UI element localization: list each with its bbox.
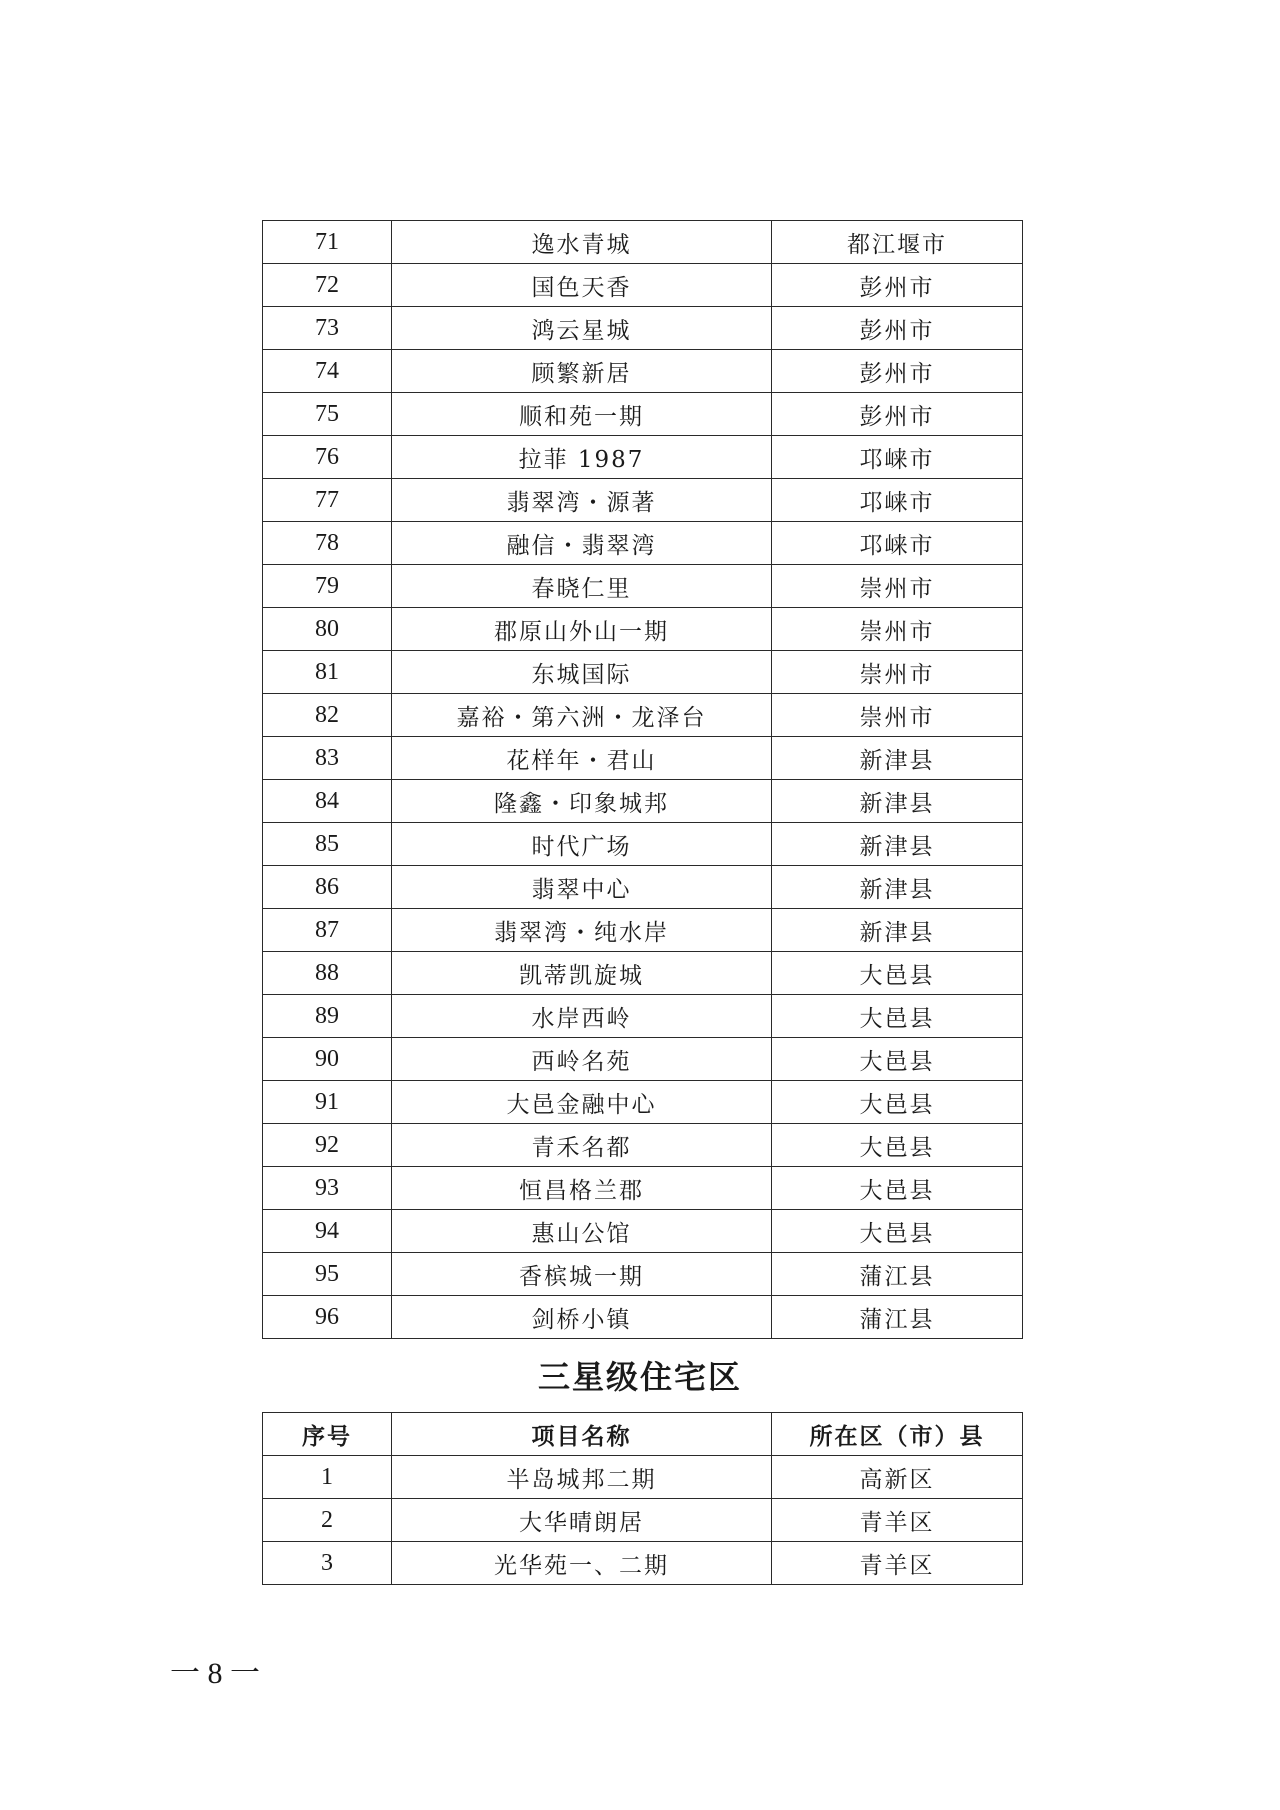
- three-star-residential-table: [262, 1412, 1023, 1585]
- cell-project-name: 翡翠湾・纯水岸: [392, 909, 772, 952]
- cell-index: 81: [263, 651, 392, 694]
- cell-district: 大邑县: [772, 1124, 1023, 1167]
- cell-district: 邛崃市: [772, 436, 1023, 479]
- cell-project-name: 鸿云星城: [392, 307, 772, 350]
- table-row: [263, 780, 1023, 823]
- table-row: [263, 1456, 1023, 1499]
- cell-district: 高新区: [772, 1456, 1023, 1499]
- cell-index: 80: [263, 608, 392, 651]
- table-row: [263, 1296, 1023, 1339]
- cell-district: 都江堰市: [772, 221, 1023, 264]
- cell-index: 72: [263, 264, 392, 307]
- cell-project-name: 翡翠湾・源著: [392, 479, 772, 522]
- table-row: [263, 651, 1023, 694]
- cell-project-name: 花样年・君山: [392, 737, 772, 780]
- table-row: [263, 866, 1023, 909]
- header-project-name: 项目名称: [392, 1413, 772, 1456]
- cell-project-name: 光华苑一、二期: [392, 1542, 772, 1585]
- table-row: [263, 1253, 1023, 1296]
- cell-project-name: 香槟城一期: [392, 1253, 772, 1296]
- cell-project-name: 青禾名都: [392, 1124, 772, 1167]
- cell-project-name: 顺和苑一期: [392, 393, 772, 436]
- table-row: [263, 565, 1023, 608]
- cell-district: 崇州市: [772, 565, 1023, 608]
- cell-district: 大邑县: [772, 995, 1023, 1038]
- cell-district: 大邑县: [772, 1167, 1023, 1210]
- cell-district: 崇州市: [772, 651, 1023, 694]
- cell-index: 79: [263, 565, 392, 608]
- cell-project-name: 国色天香: [392, 264, 772, 307]
- table-row: [263, 436, 1023, 479]
- cell-district: 大邑县: [772, 1210, 1023, 1253]
- table-row: [263, 823, 1023, 866]
- cell-district: 新津县: [772, 866, 1023, 909]
- header-index: 序号: [263, 1413, 392, 1456]
- table-row: [263, 1542, 1023, 1585]
- table-row: [263, 952, 1023, 995]
- cell-index: 90: [263, 1038, 392, 1081]
- table-row: [263, 1081, 1023, 1124]
- cell-project-name: 水岸西岭: [392, 995, 772, 1038]
- cell-project-name: 剑桥小镇: [392, 1296, 772, 1339]
- table-row: [263, 909, 1023, 952]
- cell-project-name: 大邑金融中心: [392, 1081, 772, 1124]
- cell-district: 大邑县: [772, 952, 1023, 995]
- cell-district: 崇州市: [772, 694, 1023, 737]
- cell-project-name: 翡翠中心: [392, 866, 772, 909]
- header-district: 所在区（市）县: [772, 1413, 1023, 1456]
- table-row: [263, 1499, 1023, 1542]
- table-header-row: [263, 1413, 1023, 1456]
- cell-project-name: 半岛城邦二期: [392, 1456, 772, 1499]
- cell-project-name: 逸水青城: [392, 221, 772, 264]
- cell-index: 92: [263, 1124, 392, 1167]
- cell-district: 新津县: [772, 780, 1023, 823]
- cell-index: 82: [263, 694, 392, 737]
- cell-district: 新津县: [772, 737, 1023, 780]
- section-title: 三星级住宅区: [537, 1358, 742, 1396]
- cell-project-name: 嘉裕・第六洲・龙泽台: [392, 694, 772, 737]
- table-row: [263, 995, 1023, 1038]
- cell-index: 76: [263, 436, 392, 479]
- cell-index: 2: [263, 1499, 392, 1542]
- table-row: [263, 264, 1023, 307]
- cell-index: 75: [263, 393, 392, 436]
- page-number: 一 8 一: [170, 1657, 260, 1690]
- table-row: [263, 221, 1023, 264]
- table-row: [263, 1124, 1023, 1167]
- table-row: [263, 1167, 1023, 1210]
- cell-project-name: 春晓仁里: [392, 565, 772, 608]
- cell-index: 87: [263, 909, 392, 952]
- cell-index: 71: [263, 221, 392, 264]
- cell-project-name: 恒昌格兰郡: [392, 1167, 772, 1210]
- cell-project-name: 拉菲 1987: [392, 436, 772, 479]
- table-row: [263, 608, 1023, 651]
- table-row: [263, 1038, 1023, 1081]
- cell-index: 91: [263, 1081, 392, 1124]
- cell-district: 彭州市: [772, 264, 1023, 307]
- cell-district: 蒲江县: [772, 1296, 1023, 1339]
- cell-project-name: 隆鑫・印象城邦: [392, 780, 772, 823]
- cell-project-name: 东城国际: [392, 651, 772, 694]
- table-row: [263, 694, 1023, 737]
- table-row: [263, 737, 1023, 780]
- cell-project-name: 西岭名苑: [392, 1038, 772, 1081]
- table-row: [263, 307, 1023, 350]
- cell-district: 青羊区: [772, 1542, 1023, 1585]
- cell-index: 95: [263, 1253, 392, 1296]
- cell-district: 彭州市: [772, 393, 1023, 436]
- cell-project-name: 时代广场: [392, 823, 772, 866]
- cell-index: 84: [263, 780, 392, 823]
- table-row: [263, 1210, 1023, 1253]
- cell-project-name: 顾繁新居: [392, 350, 772, 393]
- cell-index: 74: [263, 350, 392, 393]
- table-row: [263, 479, 1023, 522]
- table-row: [263, 393, 1023, 436]
- cell-index: 94: [263, 1210, 392, 1253]
- cell-index: 78: [263, 522, 392, 565]
- cell-district: 新津县: [772, 909, 1023, 952]
- cell-index: 88: [263, 952, 392, 995]
- cell-district: 彭州市: [772, 350, 1023, 393]
- cell-index: 86: [263, 866, 392, 909]
- cell-index: 73: [263, 307, 392, 350]
- table-row: [263, 522, 1023, 565]
- cell-index: 77: [263, 479, 392, 522]
- cell-district: 大邑县: [772, 1081, 1023, 1124]
- cell-district: 青羊区: [772, 1499, 1023, 1542]
- cell-index: 83: [263, 737, 392, 780]
- cell-project-name: 凯蒂凯旋城: [392, 952, 772, 995]
- cell-project-name: 郡原山外山一期: [392, 608, 772, 651]
- cell-index: 96: [263, 1296, 392, 1339]
- cell-district: 崇州市: [772, 608, 1023, 651]
- cell-index: 1: [263, 1456, 392, 1499]
- cell-project-name: 融信・翡翠湾: [392, 522, 772, 565]
- cell-district: 大邑县: [772, 1038, 1023, 1081]
- cell-district: 彭州市: [772, 307, 1023, 350]
- cell-project-name: 惠山公馆: [392, 1210, 772, 1253]
- cell-district: 邛崃市: [772, 522, 1023, 565]
- residential-table-continued: [262, 220, 1023, 1339]
- cell-district: 邛崃市: [772, 479, 1023, 522]
- cell-district: 蒲江县: [772, 1253, 1023, 1296]
- cell-index: 93: [263, 1167, 392, 1210]
- table-row: [263, 350, 1023, 393]
- cell-index: 89: [263, 995, 392, 1038]
- cell-index: 3: [263, 1542, 392, 1585]
- cell-district: 新津县: [772, 823, 1023, 866]
- cell-project-name: 大华晴朗居: [392, 1499, 772, 1542]
- cell-index: 85: [263, 823, 392, 866]
